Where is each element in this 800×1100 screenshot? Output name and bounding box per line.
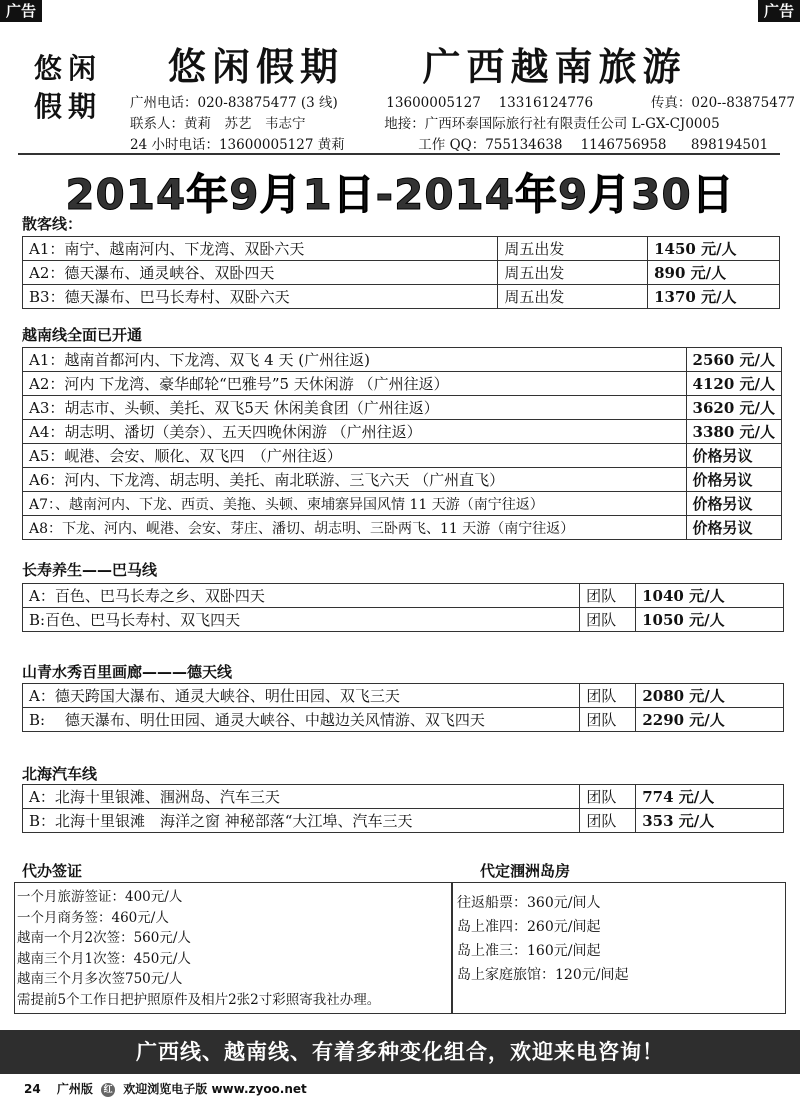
list-item: 一个月旅游签证：400元/人 — [17, 889, 183, 905]
route-cell: A6：河内、下龙湾、胡志明、美托、南北联游、三飞六天 （广州直飞） — [23, 468, 687, 492]
price-cell: 4120 元/人 — [686, 372, 781, 396]
logo-line-2: 假期 — [34, 90, 103, 123]
route-cell: A3：胡志市、头顿、美托、双飞5天 休闲美食团（广州往返） — [23, 396, 687, 420]
price-cell: 774 元/人 — [636, 785, 784, 809]
price-cell: 3620 元/人 — [686, 396, 781, 420]
price-cell: 2290 元/人 — [636, 708, 784, 732]
section-title-detian: 山青水秀百里画廊———德天线 — [22, 663, 233, 681]
table-row — [23, 584, 784, 608]
section-title-bama: 长寿养生——巴马线 — [22, 561, 158, 579]
list-item: 越南三个月多次签750元/人 — [17, 971, 183, 987]
table-row — [23, 420, 782, 444]
depart-cell: 周五出发 — [498, 261, 648, 285]
fax: 传真：020--83875477 — [650, 95, 795, 111]
list-item: 岛上家庭旅馆：120元/间起 — [457, 967, 629, 983]
route-cell: A1：南宁、越南河内、下龙湾、双卧六天 — [23, 237, 498, 261]
route-cell: A：百色、巴马长寿之乡、双卧四天 — [23, 584, 580, 608]
contact-line-3 — [130, 133, 768, 153]
price-cell: 890 元/人 — [648, 261, 780, 285]
list-item: 岛上准四：260元/间起 — [457, 919, 601, 935]
table-row — [23, 237, 780, 261]
ad-tag-right: 广告 — [758, 0, 800, 22]
hotline: 24 小时电话：13600005127 黄莉 — [130, 137, 345, 153]
route-cell: A1：越南首都河内、下龙湾、双飞 4 天 (广州往返) — [23, 348, 687, 372]
table-vietnam — [22, 347, 782, 540]
logo — [34, 50, 114, 126]
edition: 广州版 — [56, 1082, 93, 1096]
table-row — [23, 372, 782, 396]
section-title-visa: 代办签证 — [22, 862, 83, 880]
list-item: 岛上准三：160元/间起 — [457, 943, 601, 959]
depart-cell: 周五出发 — [498, 285, 648, 309]
island-box — [452, 882, 786, 1014]
agency: 地接：广西环泰国际旅行社有限责任公司 L-GX-CJ0005 — [384, 116, 720, 132]
route-cell: B:百色、巴马长寿村、双飞四天 — [23, 608, 580, 632]
ad-tag-left: 广告 — [0, 0, 42, 22]
list-item: 一个月商务签：460元/人 — [17, 909, 169, 926]
route-cell: A4：胡志明、潘切（美奈）、五天四晚休闲游 （广州往返） — [23, 420, 687, 444]
contact-line-2 — [130, 112, 720, 132]
route-cell: B: 德天瀑布、明仕田园、通灵大峡谷、中越边关风情游、双飞四天 — [23, 708, 580, 732]
contacts: 联系人：黄莉 苏艺 韦志宁 — [130, 116, 306, 132]
section-title-island: 代定涠洲岛房 — [480, 862, 571, 880]
footer — [24, 1080, 307, 1097]
table-sanke — [22, 236, 780, 309]
type-cell: 团队 — [580, 584, 636, 608]
qq-3: 898194501 — [690, 137, 769, 153]
price-cell: 价格另议 — [686, 444, 781, 468]
table-row — [23, 285, 780, 309]
price-cell: 1050 元/人 — [636, 608, 784, 632]
magazine-logo-icon: 红 — [101, 1083, 115, 1097]
table-row — [23, 396, 782, 420]
table-beihai — [22, 784, 784, 833]
route-cell: B3：德天瀑布、巴马长寿村、双卧六天 — [23, 285, 498, 309]
price-cell: 1040 元/人 — [636, 584, 784, 608]
qq-2: 1146756958 — [580, 137, 667, 153]
route-cell: A8：下龙、河内、岘港、会安、芽庄、潘切、胡志明、三卧两飞、11 天游（南宁往返） — [23, 516, 687, 540]
section-title-vietnam: 越南线全面已开通 — [22, 326, 143, 344]
table-row — [23, 261, 780, 285]
footer-slogan[interactable]: 欢迎浏览电子版 www.zyoo.net — [123, 1082, 307, 1096]
mobile-2: 13316124776 — [498, 95, 594, 111]
brand-left: 悠闲假期 — [168, 44, 345, 89]
list-item: 越南一个月2次签：560元/人 — [17, 930, 191, 946]
type-cell: 团队 — [580, 809, 636, 833]
route-cell: A2：德天瀑布、通灵峡谷、双卧四天 — [23, 261, 498, 285]
type-cell: 团队 — [580, 708, 636, 732]
table-row — [23, 516, 782, 540]
mobile-1: 13600005127 — [386, 95, 481, 111]
route-cell: A：德天跨国大瀑布、通灵大峡谷、明仕田园、双飞三天 — [23, 684, 580, 708]
route-cell: B：北海十里银滩 海洋之窗 神秘部落“大江埠、汽车三天 — [23, 809, 580, 833]
table-row — [23, 444, 782, 468]
price-cell: 3380 元/人 — [686, 420, 781, 444]
route-cell: A：北海十里银滩、涠洲岛、汽车三天 — [23, 785, 580, 809]
price-cell: 价格另议 — [686, 516, 781, 540]
table-row — [23, 468, 782, 492]
type-cell: 团队 — [580, 684, 636, 708]
section-title-beihai: 北海汽车线 — [22, 765, 98, 783]
list-item: 越南三个月1次签：450元/人 — [17, 950, 191, 967]
date-range: 2014年9月1日-2014年9月30日 — [65, 170, 735, 219]
route-cell: A5：岘港、会安、顺化、双飞四 （广州往返） — [23, 444, 687, 468]
route-cell: A2：河内 下龙湾、豪华邮轮“巴雅号”5 天休闲游 （广州往返） — [23, 372, 687, 396]
table-detian — [22, 683, 784, 732]
contact-line-1 — [130, 91, 795, 111]
price-cell: 2080 元/人 — [636, 684, 784, 708]
price-cell: 1370 元/人 — [648, 285, 780, 309]
table-bama — [22, 583, 784, 632]
price-cell: 价格另议 — [686, 468, 781, 492]
price-cell: 价格另议 — [686, 492, 781, 516]
table-row — [23, 809, 784, 833]
list-item: 需提前5个工作日把护照原件及相片2张2寸彩照寄我社办理。 — [17, 991, 381, 1008]
price-cell: 1450 元/人 — [648, 237, 780, 261]
table-row — [23, 492, 782, 516]
table-row — [23, 348, 782, 372]
phone: 广州电话：020-83875477 (3 线) — [130, 95, 338, 111]
brand-title — [168, 36, 687, 91]
brand-right: 广西越南旅游 — [422, 44, 687, 89]
depart-cell: 周五出发 — [498, 237, 648, 261]
type-cell: 团队 — [580, 608, 636, 632]
bottom-banner: 广西线、越南线、有着多种变化组合，欢迎来电咨询！ — [0, 1030, 800, 1074]
list-item: 往返船票：360元/间人 — [457, 895, 601, 911]
visa-box — [14, 882, 452, 1014]
route-cell: A7：、越南河内、下龙、西贡、美拖、头顿、柬埔寨异国风情 11 天游（南宁往返） — [23, 492, 687, 516]
qq-1: 工作 QQ：755134638 — [418, 137, 563, 153]
logo-line-1: 悠闲 — [34, 52, 103, 85]
header — [18, 30, 795, 155]
page-number: 24 — [24, 1082, 41, 1096]
table-row — [23, 684, 784, 708]
table-row — [23, 608, 784, 632]
type-cell: 团队 — [580, 785, 636, 809]
table-row — [23, 785, 784, 809]
price-cell: 2560 元/人 — [686, 348, 781, 372]
section-title-sanke: 散客线： — [22, 215, 83, 233]
table-row — [23, 708, 784, 732]
price-cell: 353 元/人 — [636, 809, 784, 833]
